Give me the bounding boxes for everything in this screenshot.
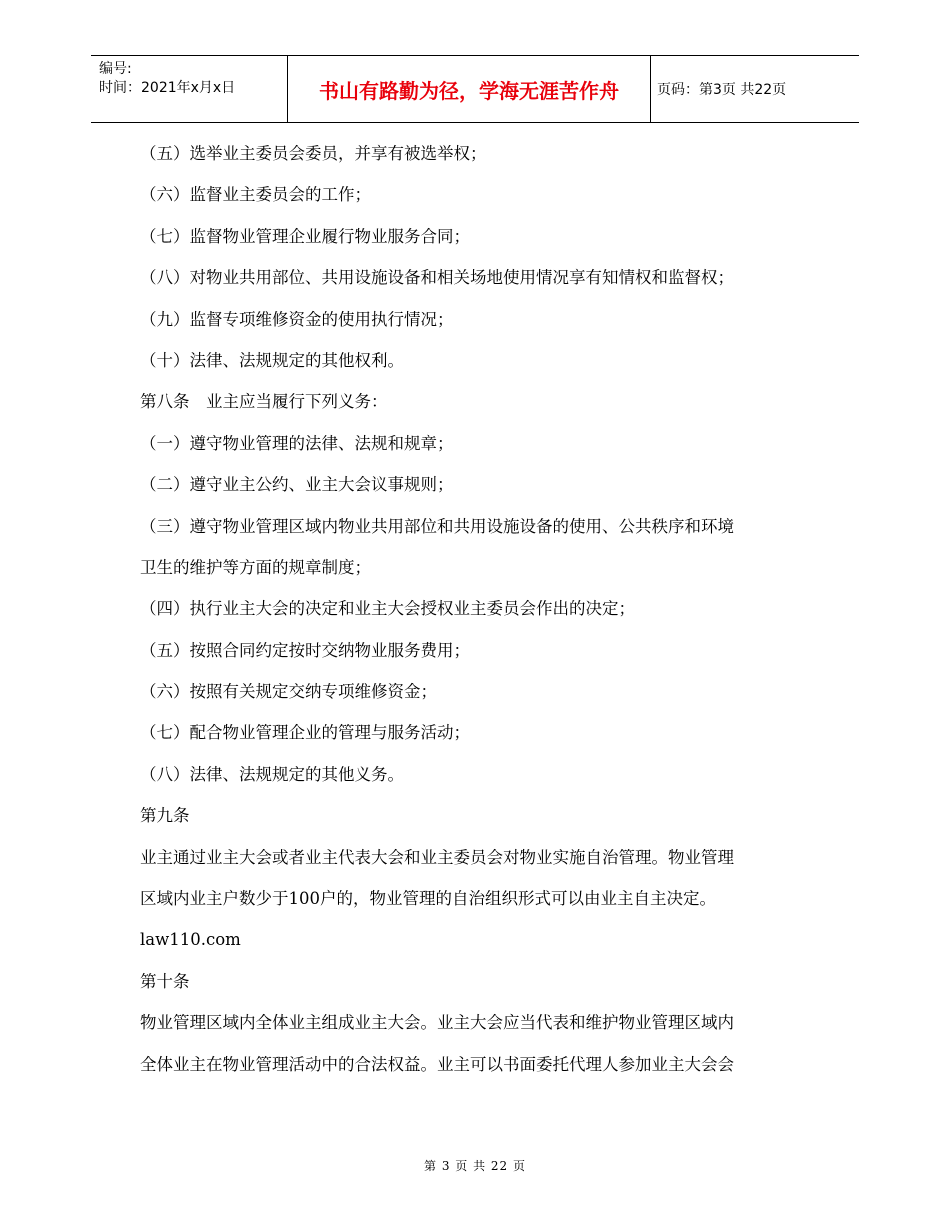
document-time: 时间：2021年x月x日 bbox=[99, 80, 236, 96]
body-line: 业主通过业主大会或者业主代表大会和业主委员会对物业实施自治管理。物业管理 bbox=[140, 847, 734, 867]
header-meta bbox=[99, 60, 285, 98]
article-heading: 第八条 业主应当履行下列义务： bbox=[140, 392, 388, 412]
article-heading: 第十条 bbox=[140, 971, 190, 991]
body-line: 全体业主在物业管理活动中的合法权益。业主可以书面委托代理人参加业主大会会 bbox=[140, 1054, 734, 1074]
body-line: （八）法律、法规规定的其他义务。 bbox=[140, 764, 404, 784]
page-footer: 第 3 页 共 22 页 bbox=[424, 1159, 526, 1173]
body-line: 卫生的维护等方面的规章制度； bbox=[140, 557, 371, 577]
body-line: （四）执行业主大会的决定和业主大会授权业主委员会作出的决定； bbox=[140, 599, 635, 619]
document-number-label: 编号: bbox=[99, 61, 132, 77]
page-header bbox=[91, 55, 859, 123]
body-line: （九）监督专项维修资金的使用执行情况； bbox=[140, 309, 454, 329]
body-line: （五）按照合同约定按时交纳物业服务费用； bbox=[140, 640, 470, 660]
body-line: （一）遵守物业管理的法律、法规和规章； bbox=[140, 433, 454, 453]
body-line: （六）监督业主委员会的工作； bbox=[140, 185, 371, 205]
body-line: 区域内业主户数少于100户的，物业管理的自治组织形式可以由业主自主决定。 bbox=[140, 889, 716, 909]
body-line: （六）按照有关规定交纳专项维修资金； bbox=[140, 682, 437, 702]
body-line: （十）法律、法规规定的其他权利。 bbox=[140, 350, 404, 370]
body-line: 物业管理区域内全体业主组成业主大会。业主大会应当代表和维护物业管理区域内 bbox=[140, 1013, 734, 1033]
document-body bbox=[140, 138, 820, 1090]
body-line: （二）遵守业主公约、业主大会议事规则； bbox=[140, 475, 454, 495]
article-heading: 第九条 bbox=[140, 806, 190, 826]
source-note: law110.com bbox=[140, 930, 241, 950]
body-line: （七）配合物业管理企业的管理与服务活动； bbox=[140, 723, 470, 743]
header-motto: 书山有路勤为径，学海无涯苦作舟 bbox=[287, 56, 651, 122]
body-line: （三）遵守物业管理区域内物业共用部位和共用设施设备的使用、公共秩序和环境 bbox=[140, 516, 734, 536]
header-page-info: 页码：第3页 共22页 bbox=[657, 82, 787, 98]
body-line: （七）监督物业管理企业履行物业服务合同； bbox=[140, 226, 470, 246]
body-line: （八）对物业共用部位、共用设施设备和相关场地使用情况享有知情权和监督权； bbox=[140, 268, 734, 288]
body-line: （五）选举业主委员会委员，并享有被选举权； bbox=[140, 144, 487, 163]
